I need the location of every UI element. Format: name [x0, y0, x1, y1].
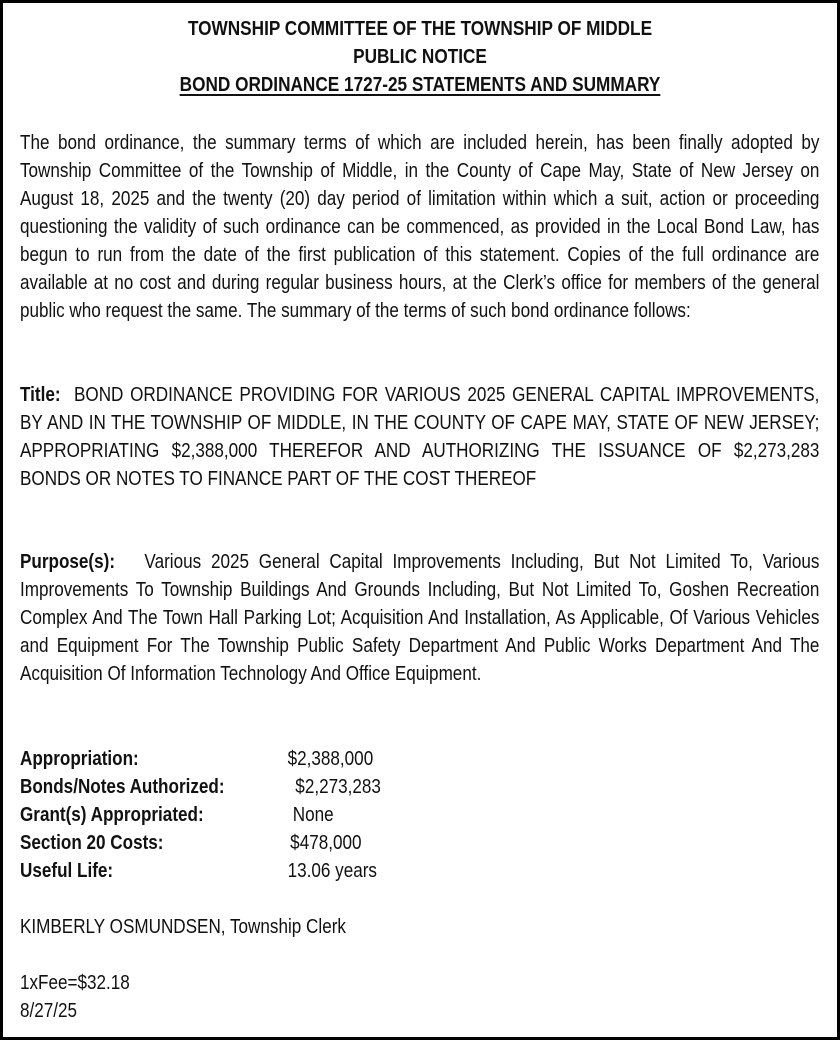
publication-date: 8/27/25	[20, 1000, 78, 1022]
appropriation-value: $2,388,000	[287, 748, 374, 770]
notice-header	[61, 15, 778, 99]
title-label: Title:	[20, 384, 61, 406]
useful-life-value: 13.06 years	[287, 860, 377, 882]
fee-line: 1xFee=$32.18	[20, 972, 130, 994]
section20-value: $478,000	[290, 832, 362, 854]
appropriation-label: Appropriation:	[20, 748, 139, 770]
purpose-text: Various 2025 General Capital Improvements Including, But Not Limited To, Various Improvements To Township Buildings And Grounds Including, But Not Limited To, Goshen Recreation Complex And The Town Hall Parking Lot; Acquisition And Installation, As Applicable, Of Various Vehicles and Equipment For The Township Public Safety Department And Public Works Department And The Acquisition Of Information Technology And Office Equipment.	[20, 551, 820, 685]
header-ordinance-title: BOND ORDINANCE 1727-25 STATEMENTS AND SUMMARY	[179, 74, 661, 96]
summary-row-appropriation	[20, 745, 465, 773]
useful-life-label: Useful Life:	[20, 860, 114, 882]
bonds-value: $2,273,283	[295, 776, 381, 798]
bonds-label: Bonds/Notes Authorized:	[20, 776, 225, 798]
purpose-paragraph	[20, 548, 819, 688]
summary-row-bonds	[20, 773, 465, 801]
grants-value: None	[292, 804, 334, 826]
header-committee: TOWNSHIP COMMITTEE OF THE TOWNSHIP OF MIDDLE	[187, 18, 653, 40]
summary-row-grants	[20, 801, 465, 829]
header-public-notice: PUBLIC NOTICE	[353, 46, 487, 68]
summary-table	[20, 745, 465, 885]
intro-paragraph: The bond ordinance, the summary terms of which are included herein, has been finally adopted by Township Committee of the Township of Middle, in the County of Cape May, State of New Jersey on August 18, 2025 and the twenty (20) day period of limitation within which a suit, action or proceeding questioning the validity of such ordinance can be commenced, as provided in the Local Bond Law, has begun to run from the date of the first publication of this statement. Copies of the full ordinance are available at no cost and during regular business hours, at the Clerk’s office for members of the general public who request the same. The summary of the terms of such bond ordinance follows:	[20, 132, 820, 322]
clerk-signature: KIMBERLY OSMUNDSEN, Township Clerk	[20, 916, 346, 938]
title-paragraph	[20, 381, 819, 493]
title-text: BOND ORDINANCE PROVIDING FOR VARIOUS 2025 GENERAL CAPITAL IMPROVEMENTS, BY AND IN THE TOWNSHIP OF MIDDLE, IN THE COUNTY OF CAPE MAY, STATE OF NEW JERSEY; APPROPRIATING $2,388,000 THEREFOR AND AUTHORIZING THE ISSUANCE OF $2,273,283 BONDS OR NOTES TO FINANCE PART OF THE COST THEREOF	[20, 384, 820, 490]
grants-label: Grant(s) Appropriated:	[20, 804, 204, 826]
summary-row-section20	[20, 829, 465, 857]
summary-row-useful-life	[20, 857, 465, 885]
purpose-label: Purpose(s):	[20, 551, 116, 573]
section20-label: Section 20 Costs:	[20, 832, 164, 854]
